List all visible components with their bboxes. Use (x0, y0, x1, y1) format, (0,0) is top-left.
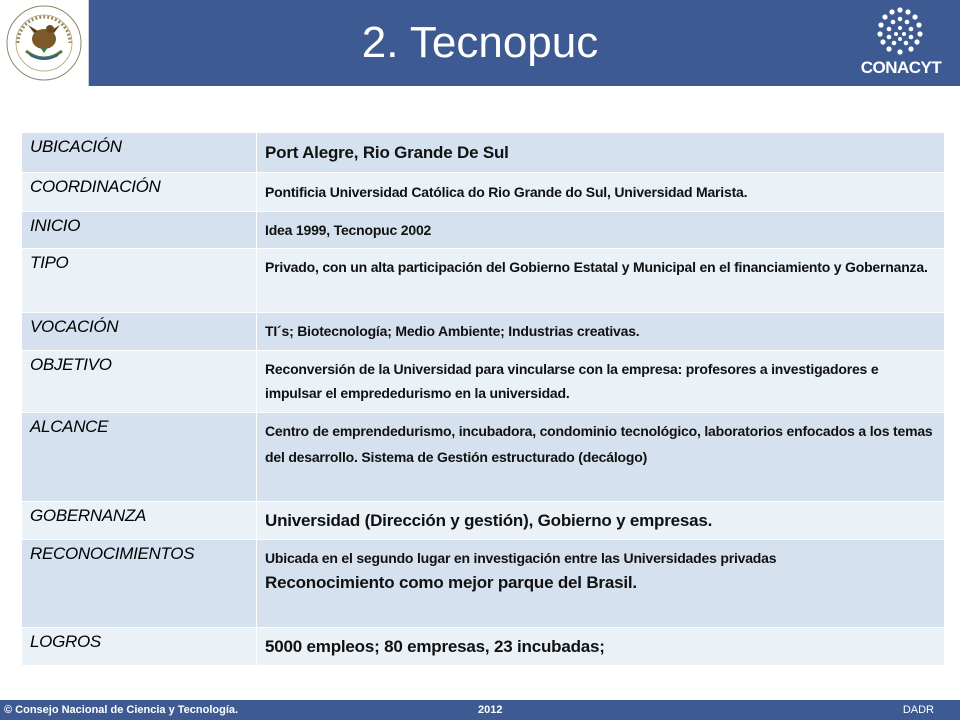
row-label: COORDINACIÓN (22, 173, 257, 212)
slide-title: 2. Tecnopuc (361, 18, 599, 67)
row-label: LOGROS (22, 628, 257, 666)
row-value: Pontificia Universidad Católica do Rio Grande do Sul, Universidad Marista. (257, 173, 945, 212)
eagle-seal-icon (4, 3, 84, 83)
table-row (22, 351, 945, 413)
row-label: GOBERNANZA (22, 502, 257, 540)
row-label: OBJETIVO (22, 351, 257, 413)
row-label: VOCACIÓN (22, 313, 257, 351)
table-row (22, 212, 945, 249)
footer-year: 2012 (478, 704, 503, 716)
row-value: Privado, con un alta participación del Gobierno Estatal y Municipal en el financiamiento y Gobernanza. (257, 249, 945, 313)
table-row (22, 173, 945, 212)
row-label: ALCANCE (22, 413, 257, 502)
row-label: TIPO (22, 249, 257, 313)
conacyt-dots-icon (872, 6, 928, 58)
table-row (22, 540, 945, 628)
row-value: 5000 empleos; 80 empresas, 23 incubadas; (257, 628, 945, 666)
footer-bar (0, 700, 960, 720)
table-row (22, 502, 945, 540)
conacyt-logo (846, 4, 956, 84)
footer-code: DADR (902, 704, 934, 716)
row-value: Reconversión de la Universidad para vincularse con la empresa: profesores a investigadores e impulsar el emprededurismo en la universidad. (257, 351, 945, 413)
row-value: Centro de emprendedurismo, incubadora, condominio tecnológico, laboratorios enfocados a los temas del desarrollo. Sistema de Gestión estructurado (decálogo) (257, 413, 945, 502)
row-value: Idea 1999, Tecnopuc 2002 (257, 212, 945, 249)
row-label: UBICACIÓN (22, 133, 257, 173)
row-value: TI´s; Biotecnología; Medio Ambiente; Industrias creativas. (257, 313, 945, 351)
table-row (22, 133, 945, 173)
header-bar (0, 0, 960, 86)
row-value: Ubicada en el segundo lugar en investigación entre las Universidades privadas Reconocimiento como mejor parque del Brasil. (257, 540, 945, 628)
table-row (22, 249, 945, 313)
table-row (22, 628, 945, 666)
row-value: Port Alegre, Rio Grande De Sul (257, 133, 945, 173)
table-row (22, 313, 945, 351)
row-label: INICIO (22, 212, 257, 249)
info-table (21, 132, 945, 666)
footer-copyright: © Consejo Nacional de Ciencia y Tecnología. (4, 704, 239, 716)
conacyt-logo-text: CONACYT (860, 58, 942, 77)
row-label: RECONOCIMIENTOS (22, 540, 257, 628)
mexico-seal-logo (0, 0, 89, 86)
row-value: Universidad (Dirección y gestión), Gobierno y empresas. (257, 502, 945, 540)
table-row (22, 413, 945, 502)
